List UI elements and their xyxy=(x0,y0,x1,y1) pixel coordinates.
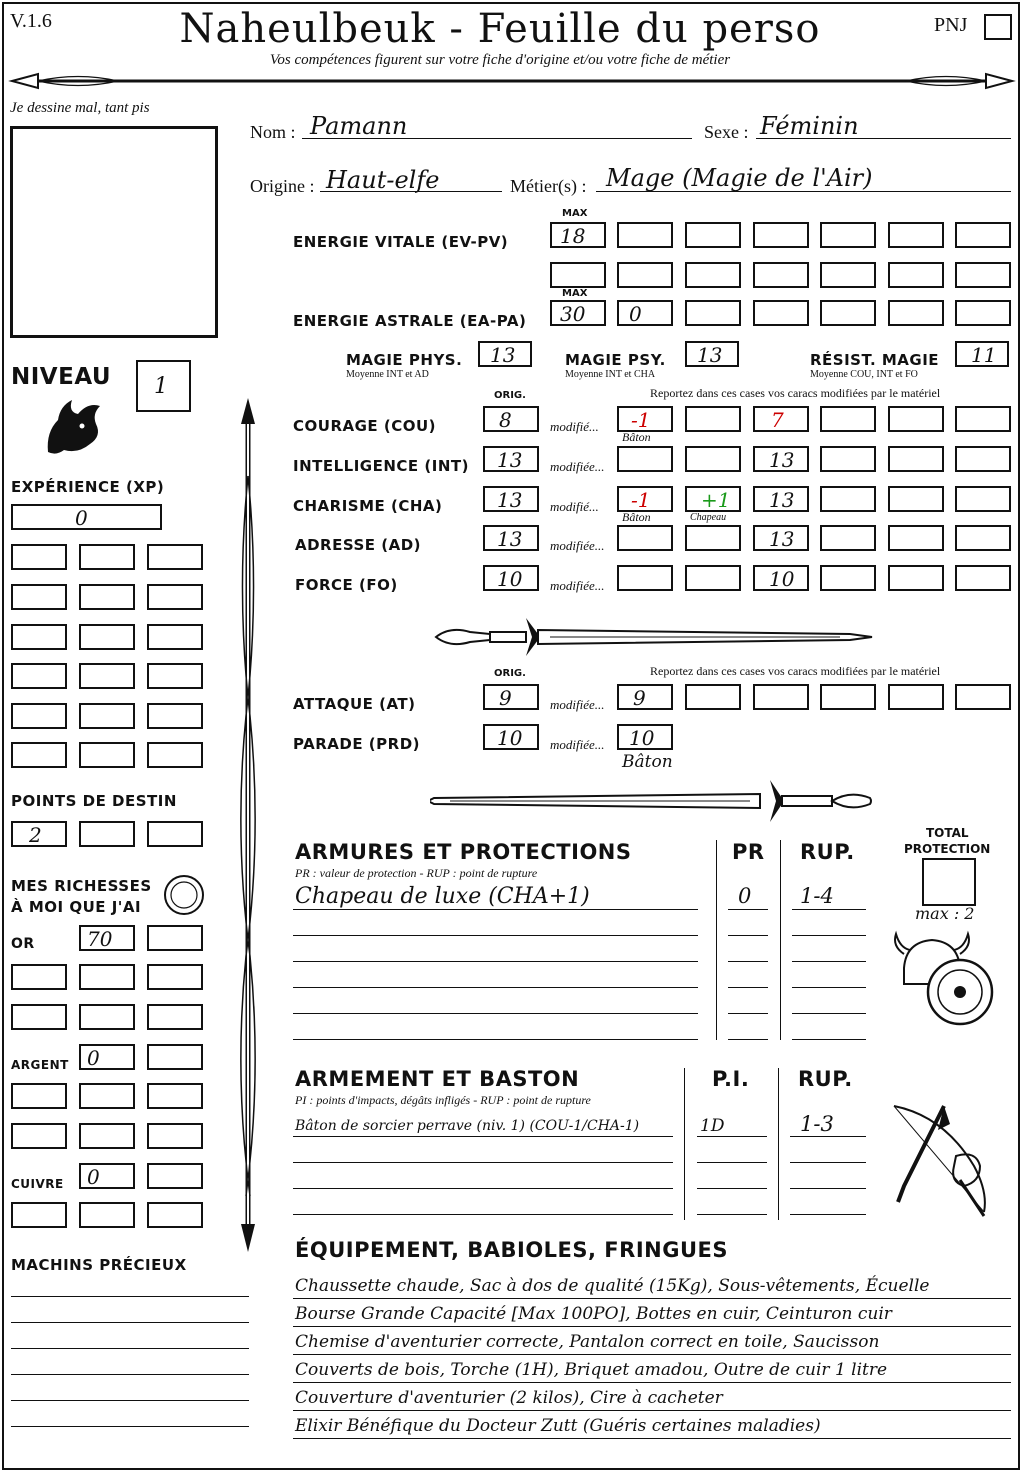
ev-box[interactable] xyxy=(685,222,741,248)
at-mod-box[interactable] xyxy=(820,684,876,710)
xp-cell[interactable] xyxy=(147,624,203,650)
arme-rup-line[interactable] xyxy=(790,1214,866,1215)
or-box[interactable] xyxy=(11,964,67,990)
armure-line xyxy=(293,909,698,910)
fo-mod-box[interactable] xyxy=(820,565,876,591)
int-mod-box[interactable] xyxy=(753,446,809,472)
metier-label: Métier(s) : xyxy=(510,176,587,196)
ea-box[interactable] xyxy=(820,300,876,326)
at-mod-label: modifiée... xyxy=(550,697,605,712)
precieux-line[interactable] xyxy=(11,1400,249,1401)
armures-col-divider xyxy=(716,840,717,1040)
precieux-line[interactable] xyxy=(11,1374,249,1375)
cha-mod-label: modifié... xyxy=(550,499,599,514)
int-mod-label: modifiée... xyxy=(550,459,605,474)
cha-label: CHARISME (CHA) xyxy=(293,497,443,515)
xp-box[interactable] xyxy=(11,504,162,530)
at-mod-box[interactable] xyxy=(753,684,809,710)
sheet-subtitle: Vos compétences figurent sur votre fiche d'origine et/ou votre fiche de métier xyxy=(269,52,731,68)
resist-magie-box[interactable] xyxy=(955,341,1009,367)
ea-box[interactable] xyxy=(685,300,741,326)
ev-max-value: 18 xyxy=(560,224,586,248)
armure-rup[interactable]: 1-4 xyxy=(800,884,834,908)
armure-pr[interactable]: 0 xyxy=(738,884,752,908)
magie-phys-box[interactable] xyxy=(478,341,532,367)
metier-line xyxy=(596,191,1011,192)
fo-final-value: 10 xyxy=(769,567,795,591)
ev-box[interactable] xyxy=(753,262,809,288)
armure-line[interactable] xyxy=(293,1039,698,1040)
xp-cell[interactable] xyxy=(147,584,203,610)
ev-box[interactable] xyxy=(617,262,673,288)
ad-orig-box[interactable] xyxy=(483,525,539,551)
ad-mod-box[interactable] xyxy=(685,525,741,551)
xp-cell[interactable] xyxy=(79,703,135,729)
destin-box[interactable] xyxy=(11,821,67,847)
cha-mod1-value: -1 xyxy=(631,488,651,512)
richesses-label-2: À MOI QUE J'AI xyxy=(11,898,142,916)
ad-mod-box[interactable] xyxy=(955,525,1011,551)
armure-rup-line[interactable] xyxy=(792,935,866,936)
prd-orig-value: 10 xyxy=(497,726,523,750)
int-mod-box[interactable] xyxy=(955,446,1011,472)
nom-line xyxy=(302,138,692,139)
cuivre-box[interactable] xyxy=(147,1163,203,1189)
equipement-underline xyxy=(293,1298,1011,1299)
resist-magie-label: RÉSIST. MAGIE xyxy=(810,351,940,369)
richesses-label-1: MES RICHESSES xyxy=(11,877,152,895)
niveau-label: NIVEAU xyxy=(11,364,112,390)
ev-box[interactable] xyxy=(955,262,1011,288)
or-box[interactable] xyxy=(147,1004,203,1030)
cou-mod1-value: -1 xyxy=(631,408,651,432)
xp-cell[interactable] xyxy=(11,663,67,689)
equipement-line[interactable]: Couverts de bois, Torche (1H), Briquet amadou, Outre de cuir 1 litre xyxy=(295,1360,888,1380)
sexe-value[interactable]: Féminin xyxy=(760,112,859,140)
ev-box[interactable] xyxy=(685,262,741,288)
arme-rup-line[interactable] xyxy=(790,1162,866,1163)
argent-box[interactable] xyxy=(147,1083,203,1109)
ea-box[interactable] xyxy=(753,300,809,326)
origine-label: Origine : xyxy=(250,176,315,196)
xp-cell[interactable] xyxy=(147,742,203,768)
magie-phys-note: Moyenne INT et AD xyxy=(346,369,429,380)
at-mod-box[interactable] xyxy=(888,684,944,710)
xp-cell[interactable] xyxy=(11,624,67,650)
equipement-underline xyxy=(293,1382,1011,1383)
cha-mod2-value: +1 xyxy=(701,488,731,512)
precieux-line[interactable] xyxy=(11,1296,249,1297)
origine-line xyxy=(320,191,502,192)
precieux-line[interactable] xyxy=(11,1348,249,1349)
cou-mod-box[interactable] xyxy=(617,406,673,432)
xp-cell[interactable] xyxy=(79,742,135,768)
pnj-label: PNJ xyxy=(934,14,968,36)
magie-psy-box[interactable] xyxy=(685,341,739,367)
cuivre-box[interactable] xyxy=(79,1163,135,1189)
ad-final-value: 13 xyxy=(769,527,795,551)
xp-cell[interactable] xyxy=(11,742,67,768)
prd-mod1-value: 10 xyxy=(629,726,655,750)
or-label: OR xyxy=(11,936,35,952)
arme-pi-line xyxy=(697,1136,767,1137)
cuivre-box[interactable] xyxy=(11,1202,67,1228)
destin-value: 2 xyxy=(29,823,42,847)
cuivre-value: 0 xyxy=(87,1165,100,1189)
arme-pi-line[interactable] xyxy=(697,1162,767,1163)
ea-max-label: MAX xyxy=(562,288,588,299)
or-value: 70 xyxy=(87,927,113,951)
armement-title: ARMEMENT ET BASTON xyxy=(295,1067,580,1091)
magie-psy-label: MAGIE PSY. xyxy=(565,351,666,369)
equipement-underline xyxy=(293,1354,1011,1355)
cha-orig-box[interactable] xyxy=(483,486,539,512)
niveau-box[interactable] xyxy=(136,360,191,412)
at-label: ATTAQUE (AT) xyxy=(293,695,416,713)
magie-psy-note: Moyenne INT et CHA xyxy=(565,369,656,380)
sexe-label: Sexe : xyxy=(704,122,749,142)
total-label-1: TOTAL xyxy=(926,826,969,840)
argent-box[interactable] xyxy=(11,1083,67,1109)
magie-phys-label: MAGIE PHYS. xyxy=(346,351,463,369)
cou-mod-box[interactable] xyxy=(753,406,809,432)
arme-name[interactable]: Bâton de sorcier perrave (niv. 1) (COU-1/CHA-1) xyxy=(295,1118,640,1134)
origine-value[interactable]: Haut-elfe xyxy=(326,166,440,194)
equipement-title: ÉQUIPEMENT, BABIOLES, FRINGUES xyxy=(295,1238,728,1262)
equipement-line[interactable]: Bourse Grande Capacité [Max 100PO], Bottes en cuir, Ceinturon cuir xyxy=(295,1304,892,1324)
arme-line[interactable] xyxy=(293,1162,673,1163)
ea-box[interactable] xyxy=(955,300,1011,326)
cha-mod-box[interactable] xyxy=(888,486,944,512)
coin-icon xyxy=(162,873,206,917)
sword-icon xyxy=(430,776,875,826)
argent-box[interactable] xyxy=(79,1123,135,1149)
cou-mod-box[interactable] xyxy=(888,406,944,432)
fo-mod-box[interactable] xyxy=(685,565,741,591)
argent-box[interactable] xyxy=(79,1083,135,1109)
armure-pr-line[interactable] xyxy=(728,961,768,962)
ad-mod-box[interactable] xyxy=(820,525,876,551)
weapons-icon xyxy=(884,1096,1008,1220)
cuivre-label: CUIVRE xyxy=(11,1177,64,1191)
sexe-line xyxy=(756,138,1011,139)
combat-report-note: Reportez dans ces cases vos caracs modifiées par le matériel xyxy=(650,664,941,678)
xp-cell[interactable] xyxy=(11,544,67,570)
fo-mod-label: modifiée... xyxy=(550,578,605,593)
argent-box[interactable] xyxy=(79,1044,135,1070)
ad-mod-label: modifiée... xyxy=(550,538,605,553)
arme-pi-line[interactable] xyxy=(697,1214,767,1215)
precieux-line[interactable] xyxy=(11,1322,249,1323)
equipement-line[interactable]: Elixir Bénéfique du Docteur Zutt (Guéris certaines maladies) xyxy=(295,1416,821,1436)
portrait-box[interactable] xyxy=(10,126,218,338)
int-mod-box[interactable] xyxy=(888,446,944,472)
cha-mod-box[interactable] xyxy=(617,486,673,512)
vertical-spear-icon xyxy=(228,396,268,1254)
armure-line[interactable] xyxy=(293,987,698,988)
xp-cell[interactable] xyxy=(147,663,203,689)
resist-magie-note: Moyenne COU, INT et FO xyxy=(810,369,918,380)
or-box[interactable] xyxy=(147,925,203,951)
armures-rup-label: RUP. xyxy=(800,840,855,864)
magie-psy-value: 13 xyxy=(697,343,723,367)
armure-rup-line[interactable] xyxy=(792,1013,866,1014)
or-box[interactable] xyxy=(79,964,135,990)
armement-pi-label: P.I. xyxy=(712,1067,750,1091)
arme-line[interactable] xyxy=(293,1214,673,1215)
arme-line xyxy=(293,1136,673,1137)
cha-mod-box[interactable] xyxy=(753,486,809,512)
armures-note: PR : valeur de protection - RUP : point de rupture xyxy=(295,866,538,880)
cou-label: COURAGE (COU) xyxy=(293,417,437,435)
arme-rup[interactable]: 1-3 xyxy=(800,1112,834,1136)
ev-max-box[interactable] xyxy=(550,222,606,248)
int-orig-box[interactable] xyxy=(483,446,539,472)
fo-mod-box[interactable] xyxy=(617,565,673,591)
or-box[interactable] xyxy=(79,1004,135,1030)
fo-mod-box[interactable] xyxy=(955,565,1011,591)
orig-label: ORIG. xyxy=(494,390,526,401)
armure-pr-line xyxy=(728,909,768,910)
ev-box[interactable] xyxy=(617,222,673,248)
ad-mod-box[interactable] xyxy=(753,525,809,551)
fo-orig-box[interactable] xyxy=(483,565,539,591)
cha-mod1-note: Bâton xyxy=(622,510,651,524)
cha-mod-box[interactable] xyxy=(820,486,876,512)
armement-col-divider xyxy=(684,1068,685,1220)
fo-orig-value: 10 xyxy=(497,567,523,591)
ea-max-value: 30 xyxy=(560,302,586,326)
xp-cell[interactable] xyxy=(147,703,203,729)
equipement-line[interactable]: Chaussette chaude, Sac à dos de qualité (15Kg), Sous-vêtements, Écuelle xyxy=(295,1276,930,1296)
argent-box[interactable] xyxy=(147,1044,203,1070)
at-mod-box[interactable] xyxy=(617,684,673,710)
prd-mod-box[interactable] xyxy=(617,724,673,750)
int-orig-value: 13 xyxy=(497,448,523,472)
armure-line[interactable] xyxy=(293,961,698,962)
cha-orig-value: 13 xyxy=(497,488,523,512)
cou-final-value: 7 xyxy=(771,408,784,432)
or-box[interactable] xyxy=(79,925,135,951)
ad-mod-box[interactable] xyxy=(888,525,944,551)
arme-rup-line xyxy=(790,1136,866,1137)
argent-box[interactable] xyxy=(147,1123,203,1149)
ad-mod-box[interactable] xyxy=(617,525,673,551)
xp-value: 0 xyxy=(75,506,88,530)
armure-rup-line[interactable] xyxy=(792,1039,866,1040)
nom-value[interactable]: Pamann xyxy=(310,112,408,140)
arme-line[interactable] xyxy=(293,1188,673,1189)
cou-mod-box[interactable] xyxy=(820,406,876,432)
xp-cell[interactable] xyxy=(11,584,67,610)
ea-box[interactable] xyxy=(617,300,673,326)
at-orig-value: 9 xyxy=(499,686,512,710)
xp-cell[interactable] xyxy=(79,624,135,650)
ea-box[interactable] xyxy=(888,300,944,326)
ea-current-value: 0 xyxy=(629,302,642,326)
int-mod-box[interactable] xyxy=(685,446,741,472)
nom-label: Nom : xyxy=(250,122,296,142)
prd-label: PARADE (PRD) xyxy=(293,735,421,753)
armure-name[interactable]: Chapeau de luxe (CHA+1) xyxy=(295,884,590,909)
ev-box[interactable] xyxy=(753,222,809,248)
arme-pi-line[interactable] xyxy=(697,1188,767,1189)
destin-label: POINTS DE DESTIN xyxy=(11,792,177,810)
int-mod-box[interactable] xyxy=(617,446,673,472)
armure-pr-line[interactable] xyxy=(728,1039,768,1040)
armures-pr-label: PR xyxy=(732,840,765,864)
int-final-value: 13 xyxy=(769,448,795,472)
ea-label: ENERGIE ASTRALE (EA-PA) xyxy=(293,312,527,330)
ad-orig-value: 13 xyxy=(497,527,523,551)
armure-rup-line[interactable] xyxy=(792,987,866,988)
cou-mod1-note: Bâton xyxy=(622,430,651,444)
ev-max-label: MAX xyxy=(562,208,588,219)
armure-pr-line[interactable] xyxy=(728,1013,768,1014)
armures-title: ARMURES ET PROTECTIONS xyxy=(295,840,632,864)
fo-mod-box[interactable] xyxy=(888,565,944,591)
equipement-underline xyxy=(293,1410,1011,1411)
dragon-icon xyxy=(38,392,108,462)
ev-label: ENERGIE VITALE (EV-PV) xyxy=(293,233,509,251)
cou-mod-label: modifié... xyxy=(550,419,599,434)
armures-col-divider xyxy=(780,840,781,1040)
cha-mod-box[interactable] xyxy=(955,486,1011,512)
argent-label: ARGENT xyxy=(11,1058,69,1072)
equipement-underline xyxy=(293,1326,1011,1327)
total-protection-box[interactable] xyxy=(922,858,976,906)
stats-report-note: Reportez dans ces cases vos caracs modifiées par le matériel xyxy=(650,386,941,400)
arme-rup-line[interactable] xyxy=(790,1188,866,1189)
equipement-line[interactable]: Couverture d'aventurier (2 kilos), Cire à cacheter xyxy=(295,1388,723,1408)
pnj-checkbox[interactable] xyxy=(984,14,1012,40)
or-box[interactable] xyxy=(147,964,203,990)
armement-note: PI : points d'impacts, dégâts infligés - RUP : point de rupture xyxy=(295,1093,591,1107)
armement-rup-label: RUP. xyxy=(798,1067,853,1091)
cou-mod-box[interactable] xyxy=(685,406,741,432)
armure-line[interactable] xyxy=(293,935,698,936)
argent-box[interactable] xyxy=(11,1123,67,1149)
portrait-caption: Je dessine mal, tant pis xyxy=(10,100,150,116)
machins-precieux-label: MACHINS PRÉCIEUX xyxy=(11,1256,187,1274)
at-orig-box[interactable] xyxy=(483,684,539,710)
or-box[interactable] xyxy=(11,1004,67,1030)
cou-orig-box[interactable] xyxy=(483,406,539,432)
cou-orig-value: 8 xyxy=(499,408,512,432)
cha-mod2-note: Chapeau xyxy=(690,512,727,523)
xp-label: EXPÉRIENCE (XP) xyxy=(11,478,165,496)
int-mod-box[interactable] xyxy=(820,446,876,472)
cha-mod-box[interactable] xyxy=(685,486,741,512)
fo-label: FORCE (FO) xyxy=(295,576,398,594)
prd-mod-label: modifiée... xyxy=(550,737,605,752)
armure-pr-line[interactable] xyxy=(728,987,768,988)
combat-orig-label: ORIG. xyxy=(494,668,526,679)
at-mod-box[interactable] xyxy=(685,684,741,710)
helmet-shield-icon xyxy=(890,928,1000,1038)
xp-cell[interactable] xyxy=(79,584,135,610)
xp-cell[interactable] xyxy=(79,663,135,689)
max-protection-note: max : 2 xyxy=(915,904,975,923)
total-label-2: PROTECTION xyxy=(904,842,991,856)
cou-mod-box[interactable] xyxy=(955,406,1011,432)
niveau-value: 1 xyxy=(154,374,168,399)
sword-icon xyxy=(430,612,875,662)
ev-box[interactable] xyxy=(888,262,944,288)
prd-note: Bâton xyxy=(622,752,673,772)
cha-final-value: 13 xyxy=(769,488,795,512)
metier-value[interactable]: Mage (Magie de l'Air) xyxy=(606,164,873,192)
version-label: V.1.6 xyxy=(10,10,52,32)
xp-cell[interactable] xyxy=(11,703,67,729)
precieux-line[interactable] xyxy=(11,1426,249,1427)
armure-rup-line[interactable] xyxy=(792,961,866,962)
armure-line[interactable] xyxy=(293,1013,698,1014)
at-mod-box[interactable] xyxy=(955,684,1011,710)
xp-cell[interactable] xyxy=(147,544,203,570)
magie-phys-value: 13 xyxy=(490,343,516,367)
prd-orig-box[interactable] xyxy=(483,724,539,750)
at-mod1-value: 9 xyxy=(633,686,646,710)
ev-box[interactable] xyxy=(888,222,944,248)
spear-divider-icon xyxy=(8,68,1016,94)
ev-box[interactable] xyxy=(550,262,606,288)
int-label: INTELLIGENCE (INT) xyxy=(293,457,469,475)
fo-mod-box[interactable] xyxy=(753,565,809,591)
cuivre-box[interactable] xyxy=(79,1202,135,1228)
ev-box[interactable] xyxy=(955,222,1011,248)
armement-col-divider xyxy=(778,1068,779,1220)
xp-cell[interactable] xyxy=(79,544,135,570)
argent-value: 0 xyxy=(87,1046,100,1070)
sheet-title: Naheulbeuk - Feuille du perso xyxy=(179,6,821,52)
destin-box[interactable] xyxy=(147,821,203,847)
cuivre-box[interactable] xyxy=(147,1202,203,1228)
ev-box[interactable] xyxy=(820,222,876,248)
ad-label: ADRESSE (AD) xyxy=(295,536,422,554)
equipement-line[interactable]: Chemise d'aventurier correcte, Pantalon correct en toile, Saucisson xyxy=(295,1332,880,1352)
ea-max-box[interactable] xyxy=(550,300,606,326)
equipement-underline xyxy=(293,1438,1011,1439)
arme-pi[interactable]: 1D xyxy=(700,1116,725,1136)
resist-magie-value: 11 xyxy=(971,343,997,367)
ev-box[interactable] xyxy=(820,262,876,288)
armure-rup-line xyxy=(792,909,866,910)
armure-pr-line[interactable] xyxy=(728,935,768,936)
destin-box[interactable] xyxy=(79,821,135,847)
